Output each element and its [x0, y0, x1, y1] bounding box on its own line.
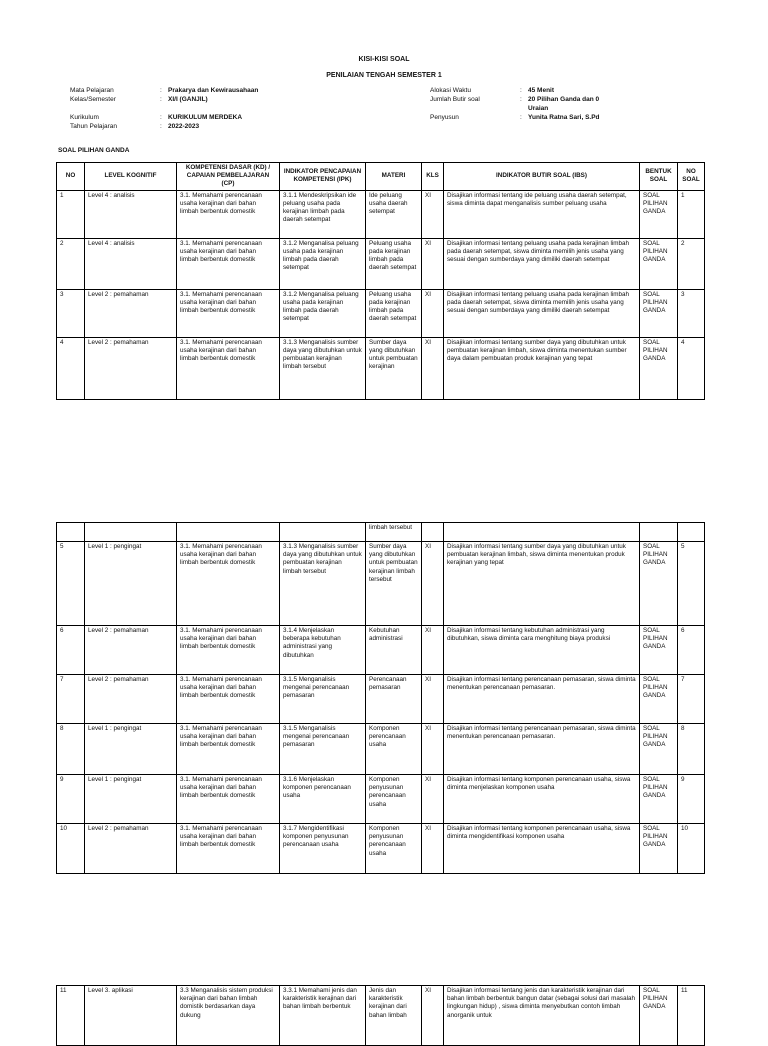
- table-cell-bentuk: SOAL PILIHAN GANDA: [640, 824, 678, 874]
- table-cell-kls: XI: [422, 337, 444, 399]
- table-cell-ipk: 3.1.3 Menganalisis sumber daya yang dibutuhkan untuk pembuatan kerajinan limbah tersebut: [280, 542, 366, 626]
- table-cell-ibs: Disajikan informasi tentang perencanaan pemasaran, siswa diminta menentukan perencanaan pemasaran.: [444, 675, 640, 724]
- table-cell-bentuk: SOAL PILIHAN GANDA: [640, 238, 678, 289]
- table-cell-no: 5: [57, 542, 85, 626]
- table-cell-level: Level 2 : pemahaman: [85, 289, 177, 337]
- table-cell-no: 8: [57, 724, 85, 775]
- table-cell-kls: XI: [422, 775, 444, 824]
- column-header: INDIKATOR PENCAPAIAN KOMPETENSI (IPK): [280, 163, 366, 191]
- table-cell-level: Level 1 : pengingat: [85, 724, 177, 775]
- table-cell-no: 6: [57, 626, 85, 675]
- meta-row: Penyusun : Yunita Ratna Sari, S.Pd: [430, 114, 600, 121]
- table-cell-level: Level 2 : pemahaman: [85, 626, 177, 675]
- table-cell-ipk: [280, 523, 366, 542]
- table-row: [57, 238, 705, 289]
- table-cell-bentuk: SOAL PILIHAN GANDA: [640, 986, 678, 1046]
- table-cell-kls: XI: [422, 724, 444, 775]
- meta-row: Uraian: [528, 105, 549, 112]
- meta-row: [70, 104, 258, 113]
- table-cell-level: Level 1 : pengingat: [85, 775, 177, 824]
- table-cell-nosoal: 7: [678, 675, 705, 724]
- table-cell-nosoal: 2: [678, 238, 705, 289]
- table-cell-materi: Kebutuhan administrasi: [366, 626, 422, 675]
- meta-row: Mata Pelajaran : Prakarya dan Kewirausahaan: [70, 87, 259, 94]
- table-cell-ipk: 3.1.2 Menganalisa peluang usaha pada kerajinan limbah pada daerah setempat: [280, 238, 366, 289]
- meta-row: Tahun Pelajaran : 2022-2023: [70, 123, 200, 130]
- column-header: KLS: [422, 163, 444, 191]
- table-cell-kd: 3.1. Memahami perencanaan usaha kerajinan dari bahan limbah berbentuk domestik: [177, 289, 280, 337]
- table-cell-ipk: 3.1.5 Menganalisis mengenai perencanaan pemasaran: [280, 675, 366, 724]
- table-cell-ibs: Disajikan informasi tentang peluang usaha pada kerajinan limbah pada daerah setempat, siswa diminta memilih jenis usaha yang sesuai dengan sumberdaya yang dimiliki daerah setempat: [444, 289, 640, 337]
- table-row: [57, 523, 705, 542]
- kisi-table-page2: [56, 522, 705, 874]
- table-cell-kls: XI: [422, 289, 444, 337]
- table-cell-kd: 3.1. Memahami perencanaan usaha kerajinan dari bahan limbah berbentuk domestik: [177, 337, 280, 399]
- doc-title: KISI-KISI SOAL: [358, 56, 410, 63]
- column-header: NO SOAL: [678, 163, 705, 191]
- table-cell-no: 9: [57, 775, 85, 824]
- table-cell-nosoal: 10: [678, 824, 705, 874]
- table-cell-ibs: Disajikan informasi tentang peluang usaha pada kerajinan limbah pada daerah setempat, siswa diminta memilih jenis usaha yang sesuai dengan sumberdaya yang dimiliki daerah setempat: [444, 238, 640, 289]
- column-header: INDIKATOR BUTIR SOAL (IBS): [444, 163, 640, 191]
- table-cell-materi: Peluang usaha pada kerajinan limbah pada daerah setempat: [366, 238, 422, 289]
- table-cell-ibs: Disajikan informasi tentang komponen perencanaan usaha, siswa diminta menjelaskan komponen usaha: [444, 775, 640, 824]
- table-cell-level: Level 2 : pemahaman: [85, 675, 177, 724]
- table-cell-materi: Sumber daya yang dibutuhkan untuk pembuatan kerajinan limbah tersebut: [366, 542, 422, 626]
- table-cell-nosoal: 11: [678, 986, 705, 1046]
- table-cell-kd: 3.1. Memahami perencanaan usaha kerajinan dari bahan limbah berbentuk domestik: [177, 824, 280, 874]
- table-cell-ipk: 3.1.3 Menganalisis sumber daya yang dibutuhkan untuk pembuatan kerajinan limbah tersebut: [280, 337, 366, 399]
- table-cell-no: 7: [57, 675, 85, 724]
- table-cell-kls: [422, 523, 444, 542]
- table-cell-bentuk: SOAL PILIHAN GANDA: [640, 724, 678, 775]
- meta-right: [430, 86, 600, 122]
- table-cell-ibs: Disajikan informasi tentang kebutuhan administrasi yang dibutuhkan, siswa diminta cara menghitung biaya produksi: [444, 626, 640, 675]
- table-cell-bentuk: [640, 523, 678, 542]
- table-cell-no: [57, 523, 85, 542]
- table-cell-bentuk: SOAL PILIHAN GANDA: [640, 337, 678, 399]
- table-cell-kd: 3.1. Memahami perencanaan usaha kerajinan dari bahan limbah berbentuk domestik: [177, 724, 280, 775]
- table-cell-bentuk: SOAL PILIHAN GANDA: [640, 542, 678, 626]
- table-cell-nosoal: 4: [678, 337, 705, 399]
- table-row: [57, 824, 705, 874]
- table-row: [57, 542, 705, 626]
- kisi-table-page3: [56, 985, 705, 1046]
- table-cell-nosoal: 8: [678, 724, 705, 775]
- table-cell-level: Level 2 : pemahaman: [85, 337, 177, 399]
- table-cell-ibs: Disajikan informasi tentang sumber daya yang dibutuhkan untuk pembuatan kerajinan limbah, siswa diminta menentukan produk kerajinan yang tepat: [444, 542, 640, 626]
- table-cell-nosoal: 6: [678, 626, 705, 675]
- column-header: NO: [57, 163, 85, 191]
- table-row: [57, 775, 705, 824]
- table-cell-nosoal: [678, 523, 705, 542]
- table-cell-kd: 3.1. Memahami perencanaan usaha kerajinan dari bahan limbah berbentuk domestik: [177, 542, 280, 626]
- table-cell-bentuk: SOAL PILIHAN GANDA: [640, 675, 678, 724]
- table-cell-materi: Sumber daya yang dibutuhkan untuk pembuatan kerajinan: [366, 337, 422, 399]
- table-cell-materi: Jenis dan karakteristik kerajinan dari bahan limbah: [366, 986, 422, 1046]
- table-cell-level: [85, 523, 177, 542]
- section-title: SOAL PILIHAN GANDA: [58, 147, 130, 154]
- table-row: [57, 289, 705, 337]
- table-cell-level: Level 4 : analisis: [85, 190, 177, 238]
- meta-row: Kelas/Semester : XI/I (GANJIL): [70, 96, 208, 103]
- table-cell-kd: 3.1. Memahami perencanaan usaha kerajinan dari bahan limbah berbentuk domestik: [177, 775, 280, 824]
- table-cell-nosoal: 1: [678, 190, 705, 238]
- table-cell-kls: XI: [422, 238, 444, 289]
- table-cell-kls: XI: [422, 190, 444, 238]
- table-cell-kd: [177, 523, 280, 542]
- table-cell-kls: XI: [422, 675, 444, 724]
- table-cell-materi: Ide peluang usaha daerah setempat: [366, 190, 422, 238]
- table-cell-ipk: 3.1.7 Mengidentifikasi komponen penyusunan perencanaan usaha: [280, 824, 366, 874]
- table-cell-bentuk: SOAL PILIHAN GANDA: [640, 190, 678, 238]
- table-cell-kd: 3.1. Memahami perencanaan usaha kerajinan dari bahan limbah berbentuk domestik: [177, 190, 280, 238]
- table-cell-bentuk: SOAL PILIHAN GANDA: [640, 626, 678, 675]
- table-cell-bentuk: SOAL PILIHAN GANDA: [640, 775, 678, 824]
- column-header: LEVEL KOGNITIF: [85, 163, 177, 191]
- table-cell-no: 1: [57, 190, 85, 238]
- table-row: [57, 675, 705, 724]
- table-cell-ipk: 3.1.2 Menganalisa peluang usaha pada kerajinan limbah pada daerah setempat: [280, 289, 366, 337]
- table-cell-nosoal: 9: [678, 775, 705, 824]
- table-cell-nosoal: 5: [678, 542, 705, 626]
- meta-row: Jumlah Butir soal : 20 Pilihan Ganda dan 0: [430, 96, 600, 103]
- table-header-row: [57, 163, 705, 191]
- table-cell-kd: 3.3 Menganalisis sistem produksi kerajinan dari bahan limbah domistik berdasarkan daya dukung: [177, 986, 280, 1046]
- table-cell-ipk: 3.1.4 Menjelaskan beberapa kebutuhan administrasi yang dibutuhkan: [280, 626, 366, 675]
- table-cell-ipk: 3.1.5 Menganalisis mengenai perencanaan pemasaran: [280, 724, 366, 775]
- table-cell-no: 3: [57, 289, 85, 337]
- table-cell-level: Level 3. aplikasi: [85, 986, 177, 1046]
- meta-row: Alokasi Waktu : 45 Menit: [430, 87, 555, 94]
- table-cell-materi: Perencanaan pemasaran: [366, 675, 422, 724]
- table-row: [57, 724, 705, 775]
- table-cell-ibs: Disajikan informasi tentang jenis dan karakteristik kerajinan dari bahan limbah berbentuk bangun datar (sebagai solusi dari masalah lingkungan hidup) , siswa diminta menyebutkan contoh limbah anorganik untuk: [444, 986, 640, 1046]
- table-cell-ibs: Disajikan informasi tentang perencanaan pemasaran, siswa diminta menentukan perencanaan pemasaran.: [444, 724, 640, 775]
- table-cell-materi: limbah tersebut: [366, 523, 422, 542]
- table-cell-ipk: 3.1.1 Mendeskripsikan ide peluang usaha pada kerajinan limbah pada daerah setempat: [280, 190, 366, 238]
- table-cell-ipk: 3.3.1 Memahami jenis dan karakteristik kerajinan dari bahan limbah berbentuk: [280, 986, 366, 1046]
- meta-left: [70, 86, 258, 131]
- column-header: BENTUK SOAL: [640, 163, 678, 191]
- table-cell-ibs: Disajikan informasi tentang komponen perencanaan usaha, siswa diminta mengidentifikasi komponen usaha: [444, 824, 640, 874]
- table-cell-materi: Komponen penyusunan perencanaan usaha: [366, 824, 422, 874]
- table-row: [57, 986, 705, 1046]
- meta-row: Kurikulum : KURIKULUM MERDEKA: [70, 114, 243, 121]
- doc-subtitle: PENILAIAN TENGAH SEMESTER 1: [326, 72, 442, 79]
- table-cell-nosoal: 3: [678, 289, 705, 337]
- table-row: [57, 337, 705, 399]
- table-cell-ibs: [444, 523, 640, 542]
- table-cell-ipk: 3.1.6 Menjelaskan komponen perencanaan usaha: [280, 775, 366, 824]
- table-row: [57, 190, 705, 238]
- column-header: KOMPETENSI DASAR (KD) / CAPAIAN PEMBELAJARAN (CP): [177, 163, 280, 191]
- table-cell-no: 4: [57, 337, 85, 399]
- table-cell-kd: 3.1. Memahami perencanaan usaha kerajinan dari bahan limbah berbentuk domestik: [177, 675, 280, 724]
- table-cell-kls: XI: [422, 986, 444, 1046]
- table-cell-kls: XI: [422, 824, 444, 874]
- table-cell-materi: Komponen penyusunan perencanaan usaha: [366, 775, 422, 824]
- column-header: MATERI: [366, 163, 422, 191]
- table-cell-kls: XI: [422, 542, 444, 626]
- table-cell-level: Level 2 : pemahaman: [85, 824, 177, 874]
- table-cell-level: Level 1 : pengingat: [85, 542, 177, 626]
- table-row: [57, 626, 705, 675]
- table-cell-bentuk: SOAL PILIHAN GANDA: [640, 289, 678, 337]
- table-cell-materi: Komponen perencanaan usaha: [366, 724, 422, 775]
- table-cell-ibs: Disajikan informasi tentang ide peluang usaha daerah setempat, siswa diminta dapat menganalisis sumber peluang usaha: [444, 190, 640, 238]
- table-cell-level: Level 4 : analisis: [85, 238, 177, 289]
- table-cell-ibs: Disajikan informasi tentang sumber daya yang dibutuhkan untuk pembuatan kerajinan limbah, siswa diminta menentukan sumber daya dalam pembuatan produk kerajinan yang tepat: [444, 337, 640, 399]
- table-cell-no: 10: [57, 824, 85, 874]
- table-cell-kd: 3.1. Memahami perencanaan usaha kerajinan dari bahan limbah berbentuk domestik: [177, 626, 280, 675]
- table-cell-no: 2: [57, 238, 85, 289]
- table-cell-kd: 3.1. Memahami perencanaan usaha kerajinan dari bahan limbah berbentuk domestik: [177, 238, 280, 289]
- table-cell-materi: Peluang usaha pada kerajinan limbah pada daerah setempat: [366, 289, 422, 337]
- table-cell-kls: XI: [422, 626, 444, 675]
- kisi-table-page1: [56, 162, 705, 400]
- table-cell-no: 11: [57, 986, 85, 1046]
